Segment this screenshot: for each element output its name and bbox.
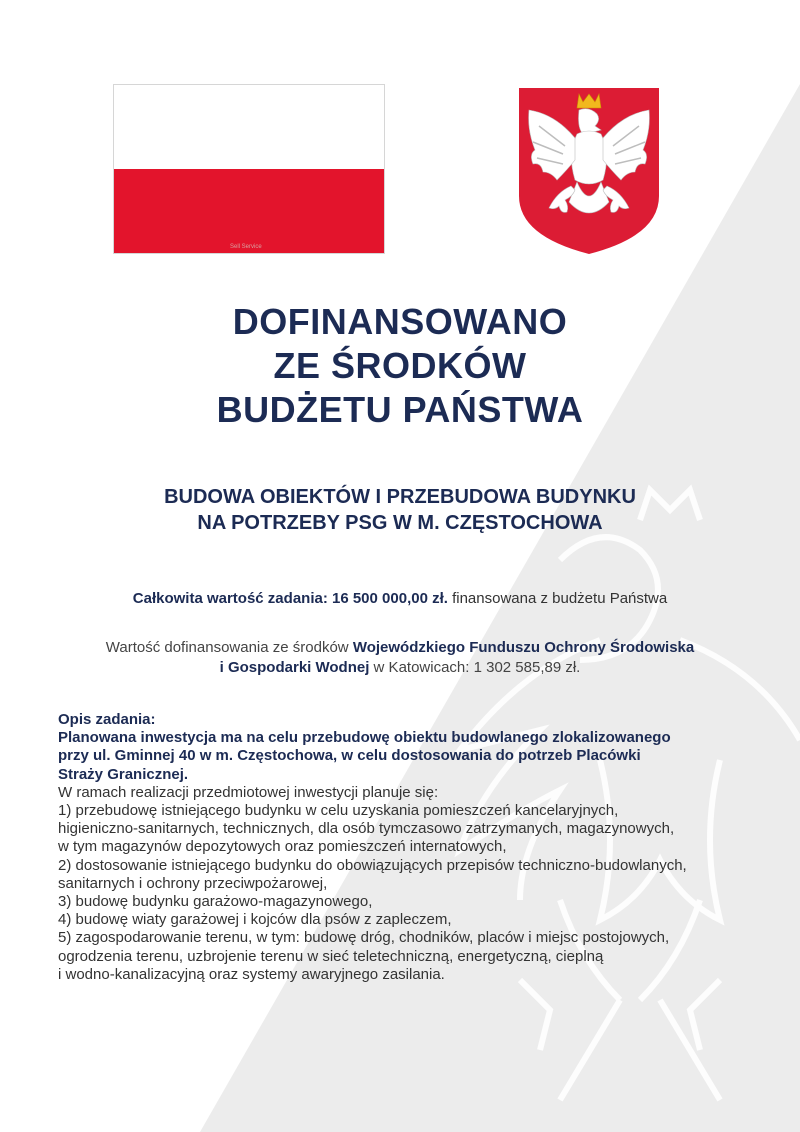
page-title bbox=[0, 300, 800, 432]
total-value-amount: Całkowita wartość zadania: 16 500 000,00 zł. bbox=[132, 590, 448, 607]
description-line: 3) budowę budynku garażowo-magazynowego, bbox=[58, 893, 373, 911]
description-line: higieniczno-sanitarnych, technicznych, dla osób tymczasowo zatrzymanych, magazynowych, bbox=[58, 820, 675, 838]
description-summary-line: przy ul. Gminnej 40 w m. Częstochowa, w celu dostosowania do potrzeb Placówki bbox=[58, 747, 641, 765]
task-description bbox=[58, 711, 758, 984]
description-line: i wodno-kanalizacyjną oraz systemy awaryjnego zasilania. bbox=[58, 965, 445, 983]
description-summary-line: Straży Granicznej. bbox=[58, 765, 189, 783]
flag-white-stripe bbox=[114, 85, 384, 169]
description-summary-line: Planowana inwestycja ma na celu przebudowę obiektu budowlanego zlokalizowanego bbox=[58, 729, 671, 747]
polish-flag bbox=[113, 84, 385, 254]
funding-amount: w Katowicach: 1 302 585,89 zł. bbox=[369, 659, 581, 676]
funding-fund-name-1: Wojewódzkiego Funduszu Ochrony Środowiska bbox=[352, 639, 695, 656]
title-line-2: ZE ŚRODKÓW bbox=[273, 345, 527, 386]
description-line: ogrodzenia terenu, uzbrojenie terenu w sieć teletechniczną, energetyczną, cieplną bbox=[58, 947, 604, 965]
funding-info bbox=[0, 638, 800, 678]
description-line: sanitarnych i ochrony przeciwpożarowej, bbox=[58, 874, 328, 892]
flag-red-stripe bbox=[114, 169, 384, 253]
funding-prefix: Wartość dofinansowania ze środków bbox=[105, 639, 353, 656]
project-title-line-1: BUDOWA OBIEKTÓW I PRZEBUDOWA BUDYNKU bbox=[164, 486, 636, 508]
funding-fund-name-2: i Gospodarki Wodnej bbox=[219, 659, 370, 676]
title-line-1: DOFINANSOWANO bbox=[232, 301, 568, 342]
description-heading: Opis zadania: bbox=[58, 711, 156, 728]
flag-watermark: Sell Service bbox=[230, 244, 262, 250]
title-line-3: BUDŻETU PAŃSTWA bbox=[216, 389, 584, 430]
description-line: 2) dostosowanie istniejącego budynku do obowiązujących przepisów techniczno-budowlanych, bbox=[58, 856, 687, 874]
polish-eagle-emblem-icon bbox=[517, 86, 661, 256]
description-line: 5) zagospodarowanie terenu, w tym: budowę dróg, chodników, placów i miejsc postojowych, bbox=[58, 929, 670, 947]
description-line: 1) przebudowę istniejącego budynku w celu uzyskania pomieszczeń kancelaryjnych, bbox=[58, 802, 619, 820]
project-title-line-2: NA POTRZEBY PSG W M. CZĘSTOCHOWA bbox=[197, 512, 603, 534]
total-value-source: finansowana z budżetu Państwa bbox=[447, 590, 668, 607]
total-value bbox=[0, 590, 800, 607]
description-line: w tym magazynów depozytowych oraz pomieszczeń internatowych, bbox=[58, 838, 507, 856]
description-line: W ramach realizacji przedmiotowej inwestycji planuje się: bbox=[58, 783, 439, 801]
project-title bbox=[0, 484, 800, 536]
description-line: 4) budowę wiaty garażowej i kojców dla psów z zapleczem, bbox=[58, 911, 452, 929]
